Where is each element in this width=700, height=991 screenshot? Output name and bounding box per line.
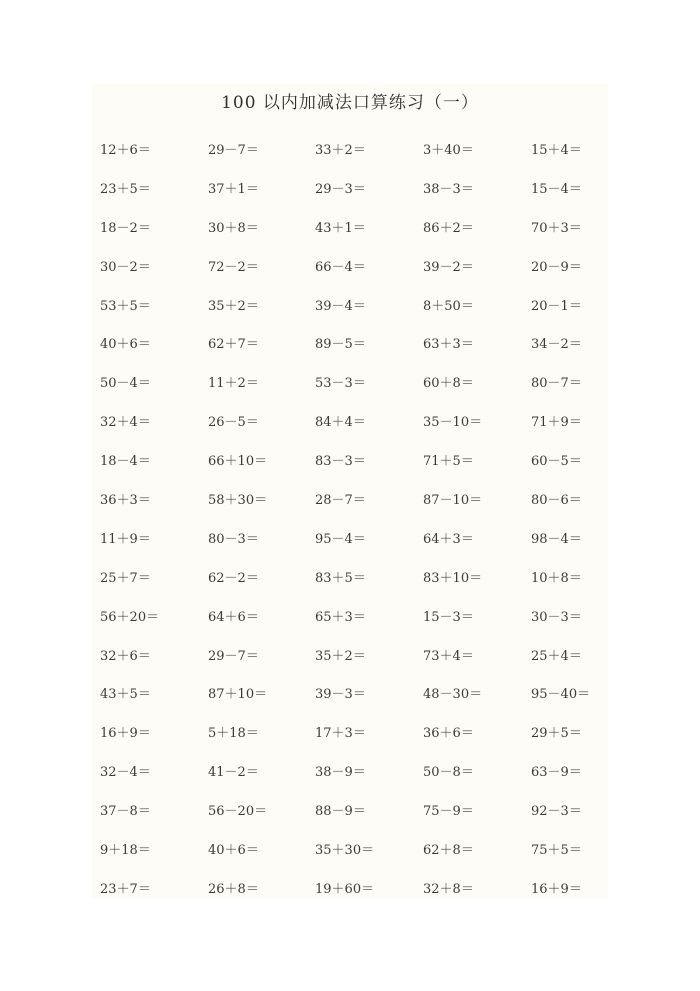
arithmetic-problem: 63－9＝ (531, 765, 582, 781)
arithmetic-problem: 98－4＝ (531, 531, 582, 547)
arithmetic-problem: 95－40＝ (531, 687, 591, 703)
arithmetic-problem: 39－4＝ (315, 298, 366, 314)
arithmetic-problem: 16＋9＝ (531, 881, 582, 897)
arithmetic-problem: 50－8＝ (423, 765, 474, 781)
arithmetic-problem: 29－7＝ (208, 648, 259, 664)
arithmetic-problem: 62＋7＝ (208, 337, 259, 353)
arithmetic-problem: 53－3＝ (315, 376, 366, 392)
arithmetic-problem: 30＋8＝ (208, 220, 259, 236)
arithmetic-problem: 73＋4＝ (423, 648, 474, 664)
arithmetic-problem: 87－10＝ (423, 493, 483, 509)
arithmetic-problem: 66－4＝ (315, 259, 366, 275)
arithmetic-problem: 36＋3＝ (100, 493, 151, 509)
arithmetic-problem: 20－9＝ (531, 259, 582, 275)
arithmetic-problem: 26－5＝ (208, 415, 259, 431)
arithmetic-problem: 16＋9＝ (100, 726, 151, 742)
arithmetic-problem: 75－9＝ (423, 804, 474, 820)
arithmetic-problem: 75＋5＝ (531, 843, 582, 859)
arithmetic-problem: 38－3＝ (423, 181, 474, 197)
arithmetic-problem: 34－2＝ (531, 337, 582, 353)
arithmetic-problem: 80－6＝ (531, 493, 582, 509)
arithmetic-problem: 26＋8＝ (208, 881, 259, 897)
arithmetic-problem: 80－7＝ (531, 376, 582, 392)
arithmetic-problem: 5＋18＝ (208, 726, 259, 742)
arithmetic-problem: 80－3＝ (208, 531, 259, 547)
arithmetic-problem: 12＋6＝ (100, 143, 151, 158)
arithmetic-problem: 58＋30＝ (208, 493, 268, 509)
arithmetic-problem: 86＋2＝ (423, 220, 474, 236)
arithmetic-problem: 18－4＝ (100, 454, 151, 470)
arithmetic-problem: 39－3＝ (315, 687, 366, 703)
page-title: 100 以内加减法口算练习（一） (221, 93, 479, 113)
arithmetic-problem: 40＋6＝ (100, 337, 151, 353)
arithmetic-problem: 25＋4＝ (531, 648, 582, 664)
arithmetic-problem: 37＋1＝ (208, 181, 259, 197)
arithmetic-problem: 29－7＝ (208, 143, 259, 158)
arithmetic-problem: 70＋3＝ (531, 220, 582, 236)
arithmetic-problem: 18－2＝ (100, 220, 151, 236)
arithmetic-problem: 10＋8＝ (531, 570, 582, 586)
arithmetic-problem: 64＋6＝ (208, 609, 259, 625)
arithmetic-problem: 43＋1＝ (315, 220, 366, 236)
arithmetic-problem: 64＋3＝ (423, 531, 474, 547)
arithmetic-problem: 56＋20＝ (100, 609, 160, 625)
arithmetic-problem: 50－4＝ (100, 376, 151, 392)
arithmetic-problem: 62＋8＝ (423, 843, 474, 859)
arithmetic-problem: 38－9＝ (315, 765, 366, 781)
arithmetic-problem: 72－2＝ (208, 259, 259, 275)
arithmetic-problem: 35＋2＝ (315, 648, 366, 664)
arithmetic-problem: 29－3＝ (315, 181, 366, 197)
arithmetic-problem: 83＋5＝ (315, 570, 366, 586)
arithmetic-problem: 60－5＝ (531, 454, 582, 470)
arithmetic-problem: 39－2＝ (423, 259, 474, 275)
arithmetic-problem: 89－5＝ (315, 337, 366, 353)
arithmetic-problem: 15＋4＝ (531, 143, 582, 158)
arithmetic-problem: 9＋18＝ (100, 843, 151, 859)
arithmetic-problem: 62－2＝ (208, 570, 259, 586)
arithmetic-problem: 32＋4＝ (100, 415, 151, 431)
arithmetic-problem: 20－1＝ (531, 298, 582, 314)
arithmetic-problem: 25＋7＝ (100, 570, 151, 586)
arithmetic-problem: 32＋8＝ (423, 881, 474, 897)
arithmetic-problem: 48－30＝ (423, 687, 483, 703)
arithmetic-problem: 33＋2＝ (315, 143, 366, 158)
arithmetic-problem: 53＋5＝ (100, 298, 151, 314)
arithmetic-problem: 35＋2＝ (208, 298, 259, 314)
arithmetic-problem: 23＋7＝ (100, 881, 151, 897)
arithmetic-problem: 87＋10＝ (208, 687, 268, 703)
arithmetic-problem: 17＋3＝ (315, 726, 366, 742)
arithmetic-problem: 30－2＝ (100, 259, 151, 275)
arithmetic-problem: 28－7＝ (315, 493, 366, 509)
arithmetic-problem: 32＋6＝ (100, 648, 151, 664)
arithmetic-problem: 41－2＝ (208, 765, 259, 781)
arithmetic-problem: 3＋40＝ (423, 143, 474, 158)
arithmetic-problem: 92－3＝ (531, 804, 582, 820)
arithmetic-problem: 15－4＝ (531, 181, 582, 197)
arithmetic-problem: 71＋9＝ (531, 415, 582, 431)
arithmetic-problem: 71＋5＝ (423, 454, 474, 470)
arithmetic-problem: 35－10＝ (423, 415, 483, 431)
arithmetic-problem: 84＋4＝ (315, 415, 366, 431)
arithmetic-problem: 88－9＝ (315, 804, 366, 820)
arithmetic-problem: 29＋5＝ (531, 726, 582, 742)
arithmetic-problem: 30－3＝ (531, 609, 582, 625)
arithmetic-problem: 11＋9＝ (100, 531, 151, 547)
arithmetic-problem: 83＋10＝ (423, 570, 483, 586)
arithmetic-problem: 65＋3＝ (315, 609, 366, 625)
arithmetic-problem: 32－4＝ (100, 765, 151, 781)
arithmetic-problem: 37－8＝ (100, 804, 151, 820)
arithmetic-problem: 11＋2＝ (208, 376, 259, 392)
arithmetic-problem: 23＋5＝ (100, 181, 151, 197)
arithmetic-problem: 8＋50＝ (423, 298, 474, 314)
arithmetic-problem: 66＋10＝ (208, 454, 268, 470)
arithmetic-problem: 19＋60＝ (315, 881, 375, 897)
arithmetic-problem: 63＋3＝ (423, 337, 474, 353)
arithmetic-problem: 60＋8＝ (423, 376, 474, 392)
arithmetic-problem: 35＋30＝ (315, 843, 375, 859)
arithmetic-problem: 95－4＝ (315, 531, 366, 547)
arithmetic-problem: 36＋6＝ (423, 726, 474, 742)
arithmetic-problem: 40＋6＝ (208, 843, 259, 859)
arithmetic-problem: 15－3＝ (423, 609, 474, 625)
arithmetic-problem: 56－20＝ (208, 804, 268, 820)
arithmetic-problem: 83－3＝ (315, 454, 366, 470)
problem-grid (100, 136, 621, 914)
arithmetic-problem: 43＋5＝ (100, 687, 151, 703)
